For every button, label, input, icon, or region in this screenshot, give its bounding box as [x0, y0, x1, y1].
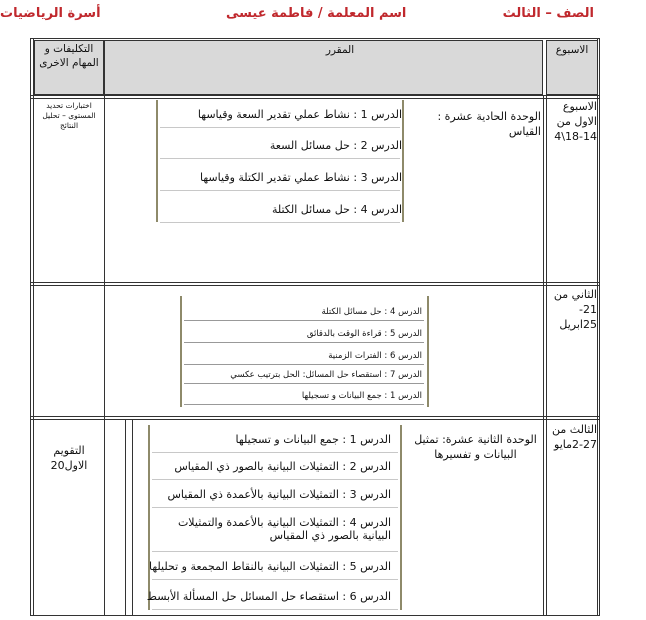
lessons-left-border [156, 100, 158, 222]
lesson-underline [152, 551, 398, 552]
lessons-left-border [180, 296, 182, 407]
lesson-item: الدرس 6 : استقصاء حل المسائل حل المسألة الأبسط [146, 590, 391, 603]
lesson-item: الدرس 1 : جمع البيانات و تسجيلها [301, 391, 422, 401]
lesson-item: الدرس 4 : حل مسائل الكتلة [321, 307, 422, 317]
tasks-cell: اختبارات تحديد المستوى – تحليل النتائج [42, 101, 96, 131]
table-edge-left [33, 38, 34, 616]
tasks-column-header: التكليفات و المهام الاخرى [39, 43, 99, 70]
teacher-name: اسم المعلمة / فاطمة عيسى [226, 6, 407, 21]
lesson-underline [184, 364, 424, 365]
lesson-underline [160, 127, 400, 128]
lesson-underline [152, 609, 398, 610]
row2-border [30, 416, 600, 417]
lesson-underline [184, 383, 424, 384]
header-row-border-inner [30, 98, 600, 99]
unit-title: الوحدة الحادية عشرة : القياس [437, 110, 541, 138]
lesson-underline [184, 320, 424, 321]
row3-divider-b [132, 419, 133, 616]
lesson-underline [152, 579, 398, 580]
week-cell: الثاني من 21-25ابريل [553, 288, 597, 331]
lesson-underline [152, 507, 398, 508]
row3-divider-a [125, 419, 126, 616]
lesson-item: الدرس 6 : الفترات الزمنية [328, 351, 422, 361]
lesson-item: الدرس 2 : التمثيلات البيانية بالصور ذي المقياس [174, 460, 391, 473]
lesson-underline [160, 222, 400, 223]
header-row-border [30, 95, 600, 96]
lesson-underline [160, 190, 400, 191]
lesson-item: الدرس 4 : حل مسائل الكتلة [271, 203, 402, 216]
lesson-underline [152, 479, 398, 480]
row1-border [30, 282, 600, 283]
unit-title: الوحدة الثانية عشرة: تمثيل البيانات و تفسيرها [414, 433, 537, 461]
table-edge-right [597, 38, 598, 616]
lesson-item: الدرس 5 : التمثيلات البيانية بالنقاط المجمعة و تحليلها [148, 560, 391, 573]
column-divider-tasks [104, 95, 105, 616]
lesson-underline [184, 404, 424, 405]
lesson-item: الدرس 3 : التمثيلات البيانية بالأعمدة ذي المقياس [167, 488, 391, 501]
lesson-item: الدرس 4 : التمثيلات البيانية بالأعمدة والتمثيلات البيانية بالصور ذي المقياس [177, 516, 391, 542]
column-divider-week [543, 95, 544, 616]
curriculum-column-header: المقرر [325, 44, 355, 56]
tasks-cell: التقويم الاول20 [50, 444, 88, 472]
lesson-item: الدرس 7 : استقصاء حل المسائل: الحل بترتيب عكسي [230, 370, 422, 380]
week-column-header: الاسبوع [555, 44, 589, 56]
lesson-item: الدرس 1 : نشاط عملي تقدير السعة وقياسها [197, 108, 402, 121]
unit-divider [402, 100, 404, 222]
lessons-right-border [427, 296, 429, 407]
lesson-item: الدرس 1 : جمع البيانات و تسجيلها [235, 433, 391, 446]
lesson-item: الدرس 5 : قراءة الوقت بالدقائق [306, 329, 422, 339]
grade-label: الصف – الثالث [502, 6, 594, 21]
unit-divider [400, 425, 402, 610]
lesson-underline [152, 452, 398, 453]
lesson-underline [160, 158, 400, 159]
week-cell: الثالث من 27-2مايو [552, 423, 597, 451]
lesson-item: الدرس 3 : نشاط عملي تقدير الكتلة وقياسها [200, 171, 402, 184]
lesson-underline [184, 342, 424, 343]
lessons-left-border [148, 425, 150, 610]
week-cell: الاسبوع الاول من 14-18\4 [554, 100, 597, 143]
row2-border-inner [30, 419, 600, 420]
family-title: أسرة الرياضيات [0, 6, 101, 21]
column-divider-week-inner [546, 95, 547, 616]
lesson-item: الدرس 2 : حل مسائل السعة [269, 139, 402, 152]
row1-border-inner [30, 285, 600, 286]
